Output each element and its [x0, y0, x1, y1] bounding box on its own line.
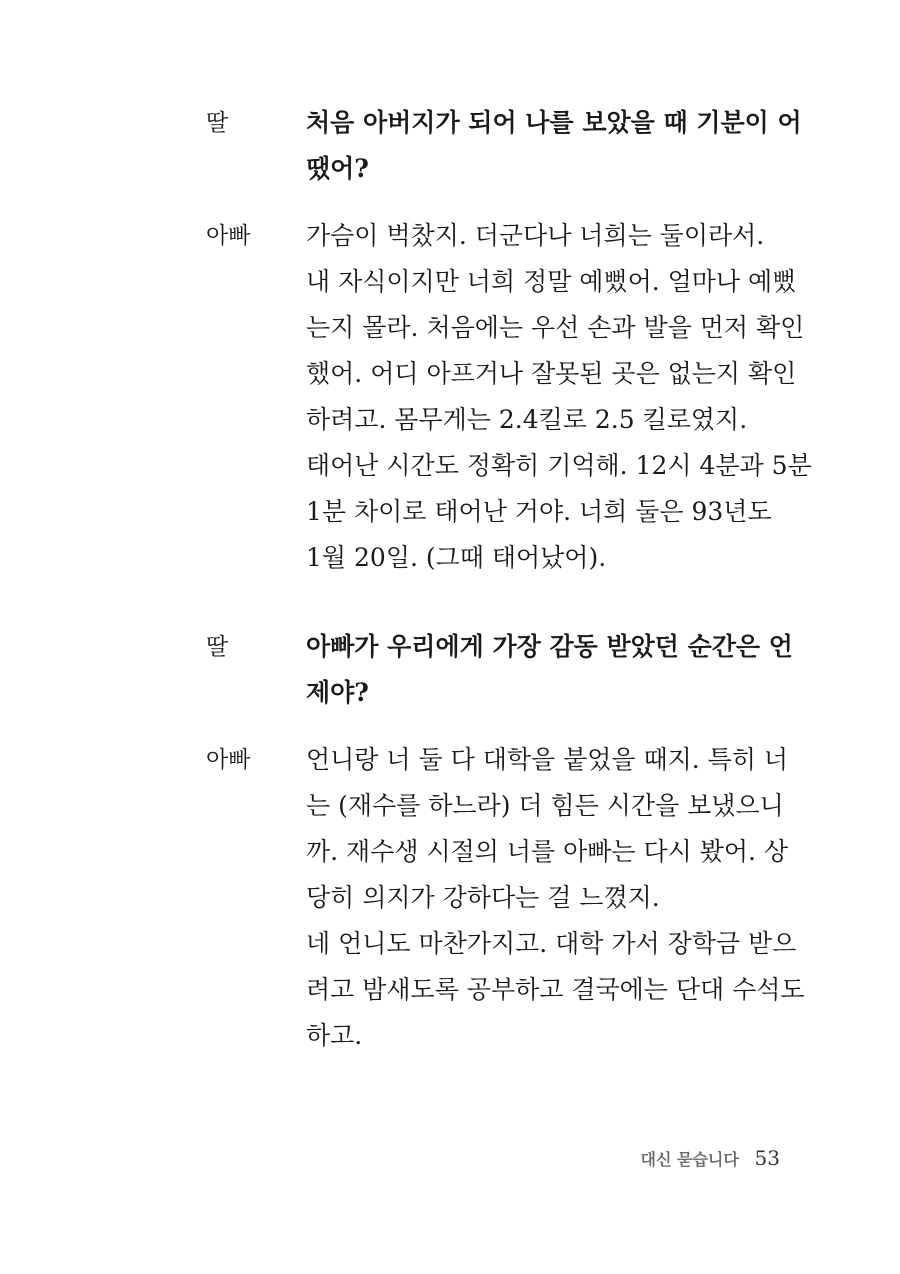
text-line: 아빠가 우리에게 가장 감동 받았던 순간은 언 — [306, 632, 793, 661]
text-line: 가슴이 벅찼지. 더군다나 너희는 둘이라서. — [306, 221, 765, 250]
text-line: 했어. 어디 아프거나 잘못된 곳은 없는지 확인 — [306, 359, 797, 388]
text-line: 내 자식이지만 너희 정말 예뻤어. 얼마나 예뻤 — [306, 267, 797, 296]
running-title: 대신 묻습니다 — [640, 1150, 739, 1169]
speaker-label: 딸 — [206, 634, 229, 660]
text-line: 는 (재수를 하느라) 더 힘든 시간을 보냈으니 — [306, 791, 784, 820]
text-line: 처음 아버지가 되어 나를 보았을 때 기분이 어 — [306, 108, 802, 137]
text-line: 당히 의지가 강하다는 걸 느꼈지. — [306, 883, 660, 912]
text-line: 제야? — [306, 678, 369, 707]
dialogue-text — [306, 213, 812, 581]
text-line: 1월 20일. (그때 태어났어). — [306, 543, 607, 572]
speaker-label: 아빠 — [206, 747, 251, 773]
text-line: 까. 재수생 시절의 너를 아빠는 다시 봤어. 상 — [306, 837, 789, 866]
text-line: 땠어? — [306, 154, 369, 183]
text-line: 려고 밤새도록 공부하고 결국에는 단대 수석도 — [306, 975, 805, 1004]
text-line: 하려고. 몸무게는 2.4킬로 2.5 킬로였지. — [306, 405, 748, 434]
text-line: 태어난 시간도 정확히 기억해. 12시 4분과 5분 — [306, 451, 812, 480]
text-line: 는지 몰라. 처음에는 우선 손과 발을 먼저 확인 — [306, 313, 805, 342]
dialogue-text — [306, 737, 805, 1059]
text-line: 1분 차이로 태어난 거야. 너희 둘은 93년도 — [306, 497, 772, 526]
dialogue-text — [306, 100, 802, 192]
page-number: 53 — [754, 1146, 780, 1170]
text-line: 네 언니도 마찬가지고. 대학 가서 장학금 받으 — [306, 929, 797, 958]
speaker-label: 아빠 — [206, 223, 251, 249]
dialogue-text — [306, 624, 793, 716]
page-footer — [641, 1142, 781, 1176]
text-line: 언니랑 너 둘 다 대학을 붙었을 때지. 특히 너 — [306, 745, 789, 774]
text-line: 하고. — [306, 1021, 363, 1050]
speaker-label: 딸 — [206, 110, 229, 136]
